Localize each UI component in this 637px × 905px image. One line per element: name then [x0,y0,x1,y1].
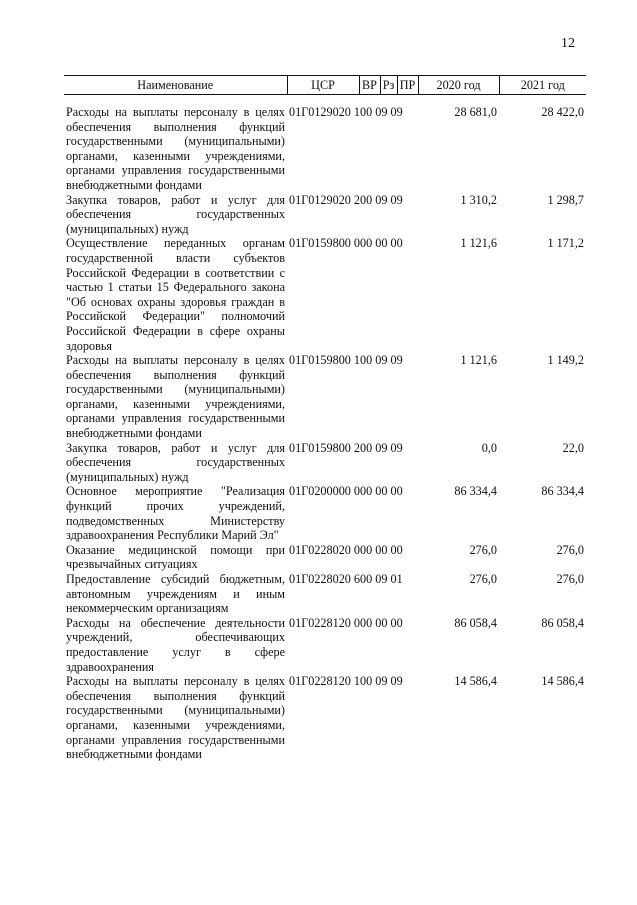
header-pr: ПР [397,76,418,95]
row-code: 01Г0129020 100 09 09 [289,105,403,119]
table-row [64,193,586,237]
header-csr: ЦСР [287,76,359,95]
row-2020: 0,0 [481,440,497,455]
table-header-row [64,76,586,95]
row-name: Предоставление субсидий бюджетным, автономным учреждениям и иным некоммерческим организациям [66,572,285,616]
header-name: Наименование [64,76,287,95]
row-2021: 86 334,4 [541,484,584,499]
row-2020: 1 121,6 [460,236,497,251]
row-name: Осуществление переданных органам государственной власти субъектов Российской Федерации в соответствии с частью 1 статьи 15 Федерального закона "Об основах охраны здоровья граждан в Российской Федерации" полномочий Российской Федерации в сфере охраны здоровья [66,236,285,353]
row-code: 01Г0159800 000 00 00 [289,236,403,251]
header-2021: 2021 год [499,76,586,95]
table-row [64,572,586,616]
row-2021: 276,0 [556,542,584,557]
row-2020: 276,0 [469,572,497,586]
header-rz: Рз [380,76,397,95]
row-code: 01Г0129020 200 09 09 [289,192,403,207]
row-2020: 276,0 [469,542,497,557]
table-row [64,484,586,542]
header-vr: ВР [359,76,380,95]
row-2021: 14 586,4 [541,674,584,689]
row-2021: 1 298,7 [547,192,584,207]
row-2020: 1 121,6 [460,353,497,368]
row-2021: 1 171,2 [547,236,584,251]
row-code: 01Г0159800 200 09 09 [289,440,403,455]
row-2021: 86 058,4 [541,615,584,630]
row-2020: 1 310,2 [460,192,497,207]
row-name: Расходы на выплаты персоналу в целях обеспечения выполнения функций государственными (муниципальными) органами, казенными учреждениями, органами управления государственными внебюджетными фондами [66,105,285,192]
row-name: Закупка товаров, работ и услуг для обеспечения государственных (муниципальных) нужд [66,440,285,484]
table-row [64,441,586,485]
row-code: 01Г0228120 100 09 09 [289,674,403,689]
row-name: Расходы на выплаты персоналу в целях обеспечения выполнения функций государственными (муниципальными) органами, казенными учреждениями, органами управления государственными внебюджетными фондами [66,353,285,441]
row-name: Расходы на выплаты персоналу в целях обеспечения выполнения функций государственными (муниципальными) органами, казенными учреждениями, органами управления государственными внебюджетными фондами [66,674,285,762]
row-code: 01Г0228120 000 00 00 [289,615,403,630]
table-row [64,674,586,762]
row-name: Основное мероприятие "Реализация функций прочих учреждений, подведомственных Министерству здравоохранения Республики Марий Эл" [66,484,285,543]
table-row [64,95,586,193]
table-row [64,543,586,572]
row-code: 01Г0228020 000 00 00 [289,542,403,557]
table-row [64,236,586,353]
budget-table [64,75,586,762]
row-2020: 28 681,0 [454,105,497,119]
row-2021: 22,0 [562,440,584,455]
page-number: 12 [561,36,575,51]
table-row [64,353,586,441]
row-name: Закупка товаров, работ и услуг для обеспечения государственных (муниципальных) нужд [66,192,285,236]
row-name: Расходы на обеспечение деятельности учреждений, обеспечивающих предоставление услуг в сфере здравоохранения [66,615,285,674]
row-code: 01Г0200000 000 00 00 [289,484,403,499]
row-2020: 14 586,4 [454,674,497,689]
row-2021: 276,0 [556,572,584,586]
row-code: 01Г0159800 100 09 09 [289,353,403,368]
row-2020: 86 334,4 [454,484,497,499]
row-2021: 1 149,2 [547,353,584,368]
row-code: 01Г0228020 600 09 01 [289,572,403,586]
table-row [64,616,586,674]
row-2021: 28 422,0 [541,105,584,119]
row-2020: 86 058,4 [454,615,497,630]
row-name: Оказание медицинской помощи при чрезвычайных ситуациях [66,542,285,572]
header-2020: 2020 год [418,76,499,95]
